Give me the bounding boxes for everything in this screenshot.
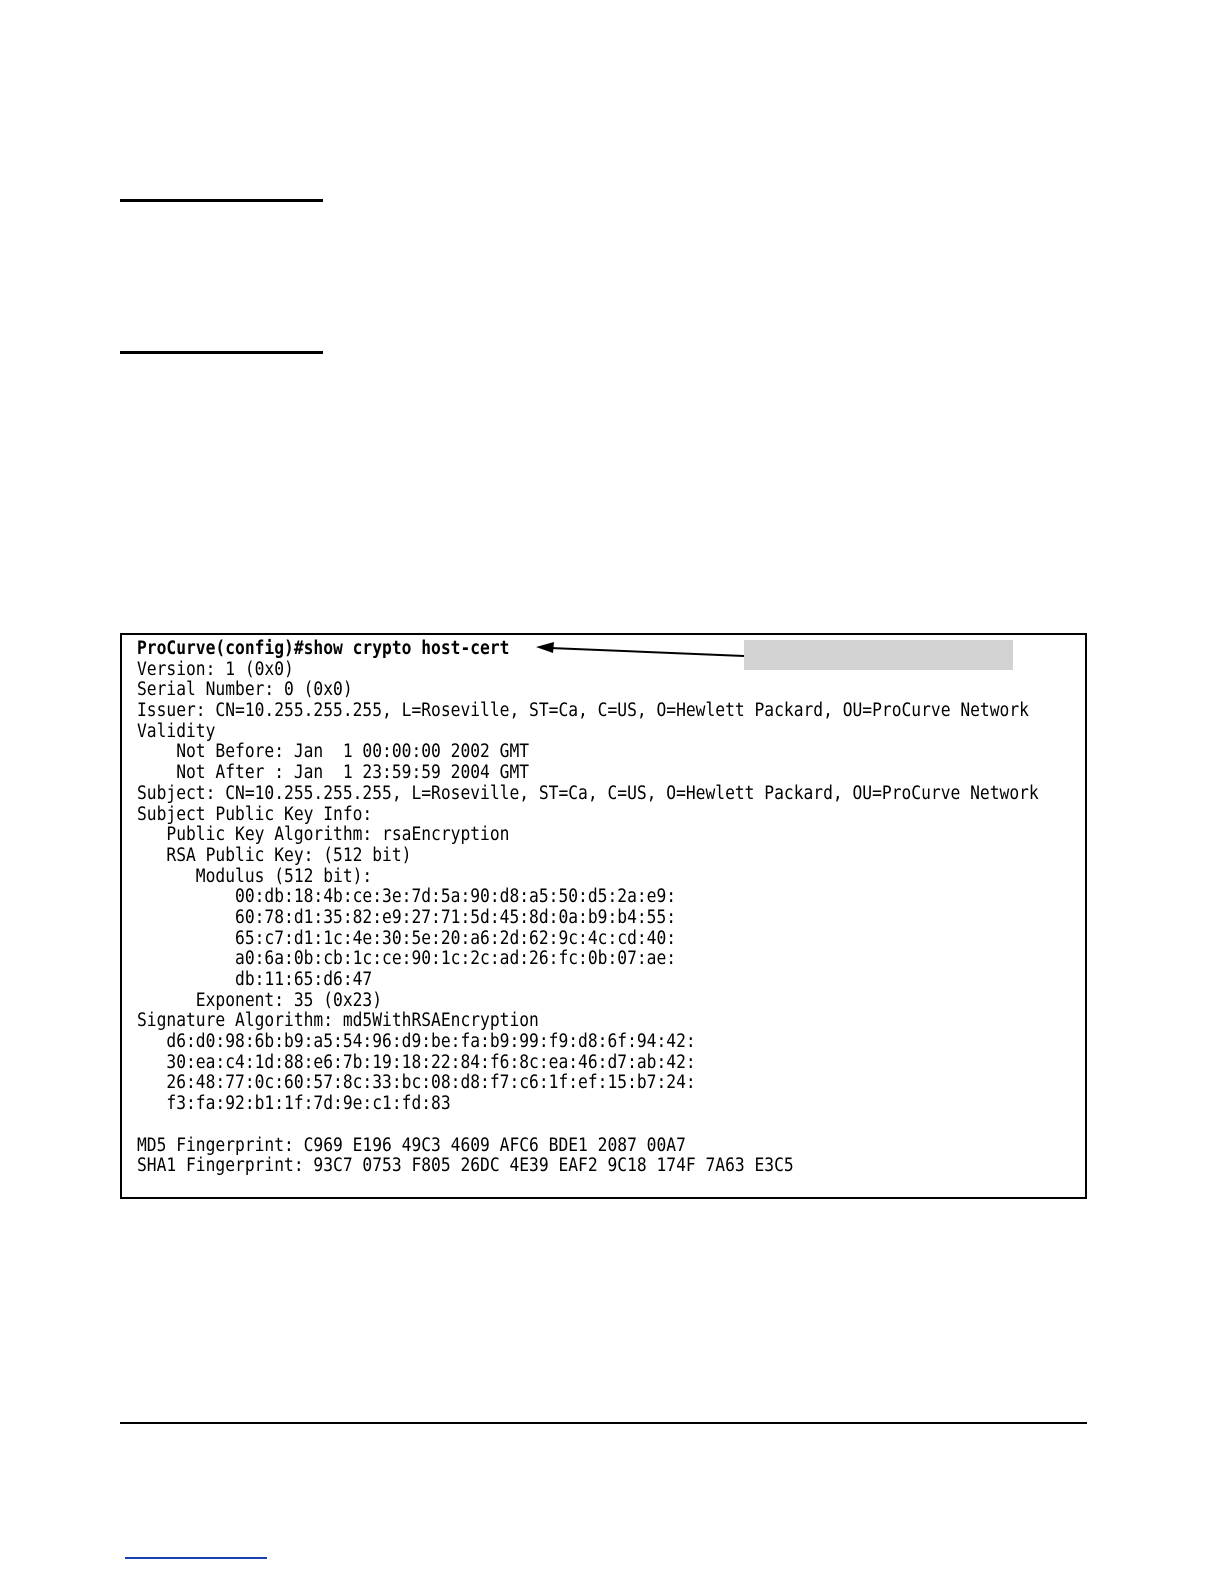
cli-line: Issuer: CN=10.255.255.255, L=Roseville, ST=Ca, C=US, O=Hewlett Packard, OU=ProCurve Network [137,700,1029,722]
header-rule-top [120,199,323,202]
cli-blank-line [137,1115,1039,1136]
cli-line: SHA1 Fingerprint: 93C7 0753 F805 26DC 4E39 EAF2 9C18 174F 7A63 E3C5 [137,1155,794,1177]
arrow-left-icon [530,638,750,662]
cli-line: Signature Algorithm: md5WithRSAEncryption [137,1010,539,1032]
cli-output-figure [120,633,1087,1199]
callout-box [744,640,1013,670]
cli-line: Subject Public Key Info: [137,803,373,825]
cli-output-text [137,639,1039,1177]
cli-line: 00:db:18:4b:ce:3e:7d:5a:90:d8:a5:50:d5:2a:e9: [137,886,677,908]
cli-line: a0:6a:0b:cb:1c:ce:90:1c:2c:ad:26:fc:0b:07:ae: [137,948,677,970]
cli-line: Validity [137,720,216,742]
cli-line: f3:fa:92:b1:1f:7d:9e:c1:fd:83 [137,1093,451,1115]
cli-line: db:11:65:d6:47 [137,969,373,990]
cli-line: 65:c7:d1:1c:4e:30:5e:20:a6:2d:62:9c:4c:cd:40: [137,927,677,949]
cli-line: d6:d0:98:6b:b9:a5:54:96:d9:be:fa:b9:99:f9:d8:6f:94:42: [137,1031,696,1053]
cli-line: 60:78:d1:35:82:e9:27:71:5d:45:8d:0a:b9:b4:55: [137,906,677,928]
header-rule-bottom [120,351,323,354]
cli-line: 26:48:77:0c:60:57:8c:33:bc:08:d8:f7:c6:1f:ef:15:b7:24: [137,1072,696,1094]
cli-line: Serial Number: 0 (0x0) [137,679,353,701]
cli-line: 30:ea:c4:1d:88:e6:7b:19:18:22:84:f6:8c:ea:46:d7:ab:42: [137,1051,696,1073]
cli-line: MD5 Fingerprint: C969 E196 49C3 4609 AFC6 BDE1 2087 00A7 [137,1134,686,1156]
cli-line: Not After : Jan 1 23:59:59 2004 GMT [137,762,530,784]
cli-line: Modulus (512 bit): [137,865,373,887]
cli-line: RSA Public Key: (512 bit) [137,844,412,866]
cli-line: Exponent: 35 (0x23) [137,989,383,1011]
footer-rule [120,1422,1087,1424]
cli-line: Not Before: Jan 1 00:00:00 2002 GMT [137,741,530,763]
cli-command-line: ProCurve(config)#show crypto host-cert [137,638,510,659]
cli-line: Version: 1 (0x0) [137,658,294,680]
cli-line: Subject: CN=10.255.255.255, L=Roseville, ST=Ca, C=US, O=Hewlett Packard, OU=ProCurve Network [137,782,1039,804]
cli-line: Public Key Algorithm: rsaEncryption [137,824,510,846]
footer-link-underline [125,1557,267,1559]
